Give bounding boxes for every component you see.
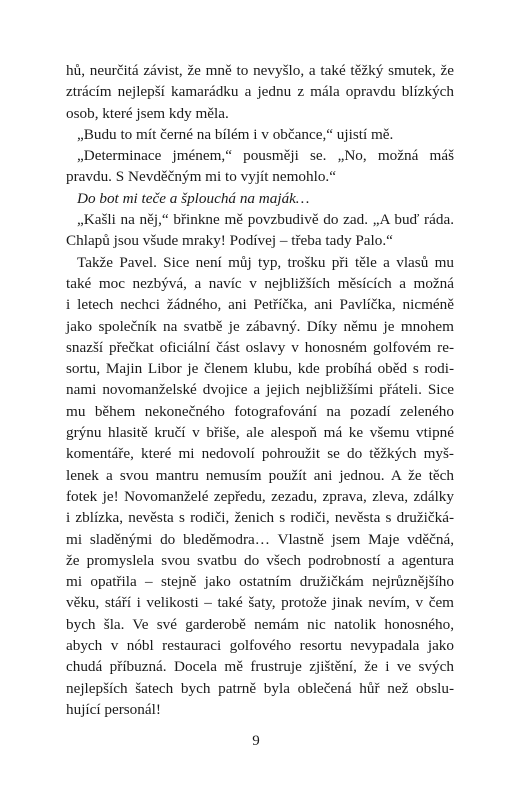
- text-line: abych v nóbl restauraci golfového resortu nevypadala jako: [66, 637, 454, 655]
- text-line: hující personál!: [66, 700, 161, 718]
- text-line: osob, které jsem kdy měla.: [66, 104, 229, 122]
- text-line: nami novomanželské dvojice a jejich nejbližšími přáteli. Sice: [66, 381, 454, 399]
- text-line: chudá příbuzná. Docela mě frustruje zjištění, že i ve svých: [66, 658, 454, 676]
- text-line: mi sladěnými do bleděmodra… Vlastně jsem Maje vděčná,: [66, 530, 454, 548]
- text-line: komentáře, které mi nedovolí pohroužit se do těžkých myš-: [66, 445, 454, 463]
- page-body: [66, 60, 454, 720]
- text-line: fotek je! Novomanželé zepředu, zezadu, zprava, zleva, zdálky: [66, 487, 454, 505]
- text-line: věku, stáří i velikosti – také šaty, protože jinak nevím, v čem: [66, 594, 454, 612]
- text-line: pravdu. S Nevděčným mi to vyjít nemohlo.“: [66, 168, 336, 186]
- text-line: nejlepších šatech bych patrně byla oblečená hůř než obslu-: [66, 679, 454, 697]
- paragraph-italic: [66, 188, 454, 209]
- text-line: „Kašli na něj,“ břinkne mě povzbudivě do zad. „A buď ráda.: [77, 211, 454, 229]
- text-line: i letech nechci žádného, ani Petříčka, ani Pavlíčka, nicméně: [66, 296, 454, 314]
- text-line: hů, neurčitá závist, že mně to nevyšlo, a také těžký smutek, že: [66, 62, 454, 79]
- text-line: „Budu to mít černé na bílém i v občance,“ ujistí mě.: [77, 125, 394, 143]
- paragraph: [66, 124, 454, 145]
- paragraph: [66, 252, 454, 721]
- text-line: grýnu hlasitě kručí v břiše, ale alespoň má ke všemu vtipné: [66, 424, 454, 442]
- text-line: Chlapů jsou všude mraky! Podívej – třeba tady Palo.“: [66, 232, 393, 250]
- text-line: mu během nekonečného fotografování na pozadí zeleného: [66, 402, 454, 420]
- text-line: bych šla. Ve své garderobě nemám nic natolik honosného,: [66, 615, 454, 633]
- text-line: sortu, Majin Libor je členem klubu, kde probíhá oběd s rodi-: [66, 360, 454, 378]
- text-line: jako společník na svatbě je zábavný. Díky němu je mnohem: [66, 317, 454, 335]
- paragraph: [66, 145, 454, 188]
- text-line: ztrácím nejlepší kamarádku a jednu z mála opravdu blízkých: [66, 83, 454, 101]
- text-line: i zblízka, nevěsta s rodiči, ženich s rodiči, nevěsta s družičká-: [66, 509, 454, 527]
- paragraph: [66, 209, 454, 252]
- text-line: mi opatřila – stejně jako ostatním družičkám nejrůznějšího: [66, 573, 454, 591]
- text-line: že promyslela svou svatbu do všech podrobností a agentura: [66, 551, 454, 569]
- text-line: Do bot mi teče a šplouchá na maják…: [77, 189, 310, 207]
- text-line: také moc nezbývá, a navíc v nejbližších měsících a možná: [66, 274, 454, 292]
- paragraph: [66, 60, 454, 124]
- text-line: Takže Pavel. Sice není můj typ, trošku při těle a vlasů mu: [77, 253, 454, 271]
- text-line: „Determinace jménem,“ pousměji se. „No, možná máš: [77, 147, 454, 165]
- text-line: snazší přečkat oficiální část oslavy v honosném golfovém re-: [66, 338, 454, 356]
- page-number: 9: [252, 733, 260, 749]
- text-line: lenek a svou mantru nemusím použít ani jednou. A že těch: [66, 466, 454, 484]
